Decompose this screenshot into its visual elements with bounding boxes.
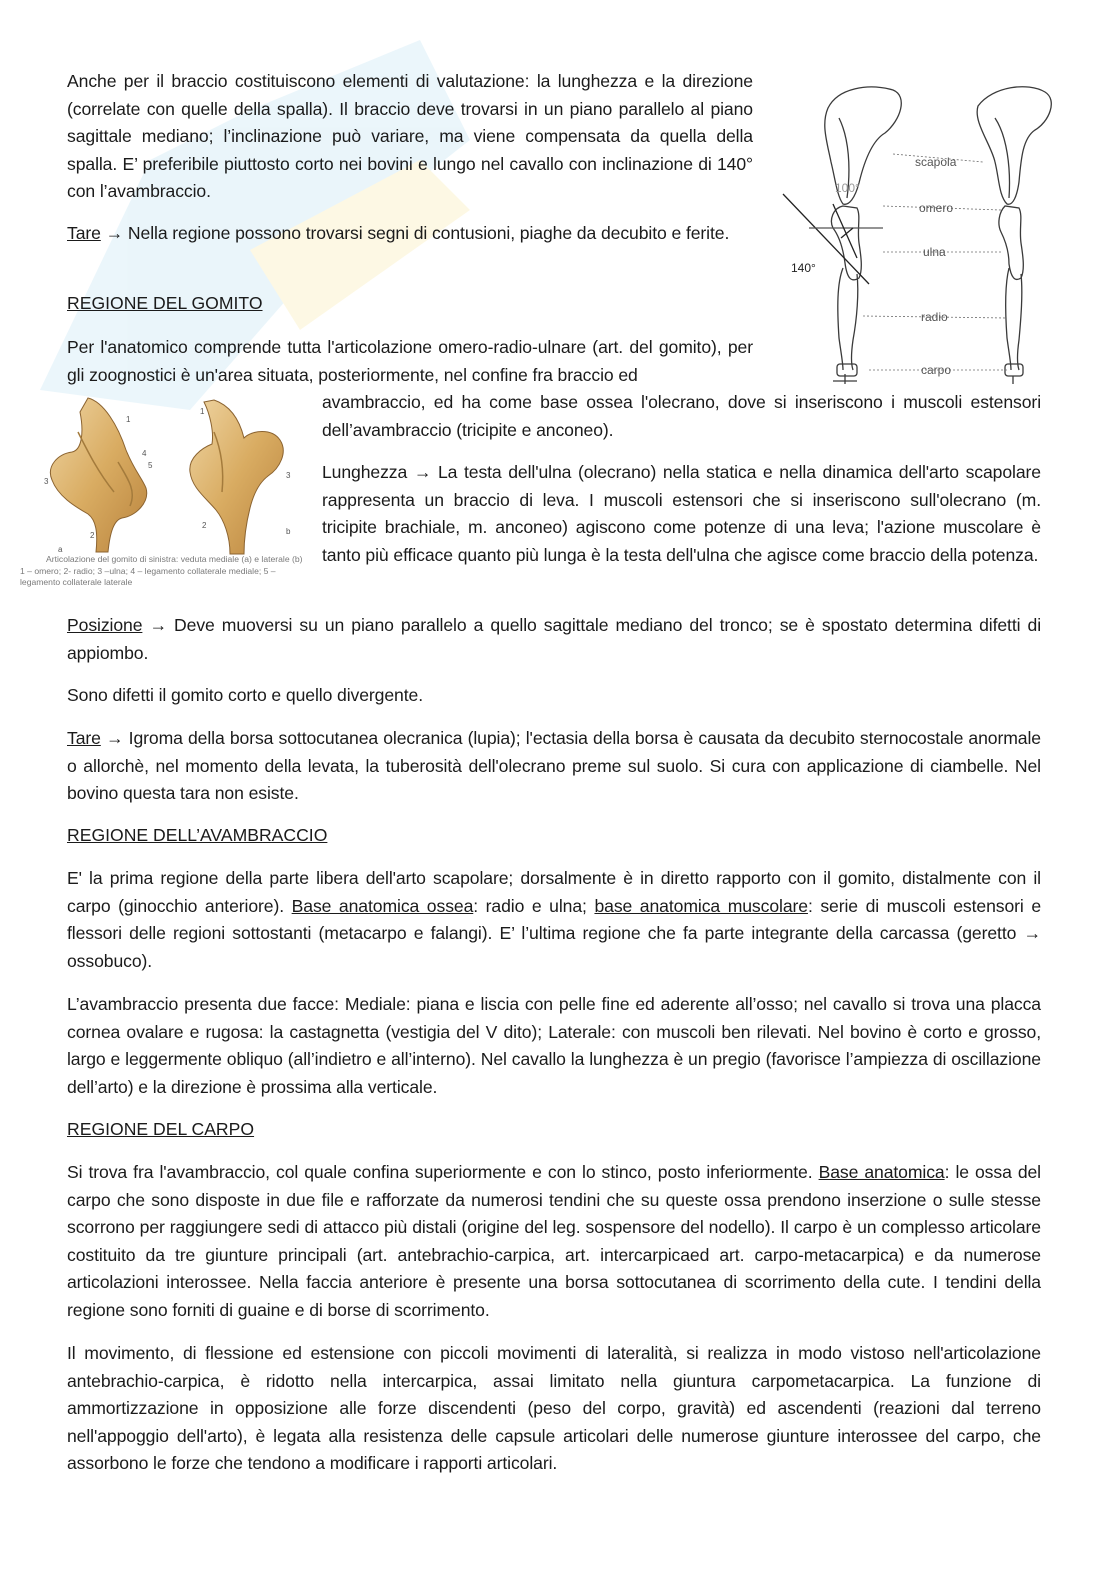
avambraccio-text-c: : serie di muscoli estensori e flessori delle regioni sottostanti (metacarpo e falangi). E’ l’ultima regione che fa parte integrante della carcassa (geretto → ossobuco). (67, 895, 1042, 971)
elbow-caption-title: Articolazione del gomito di sinistra: veduta mediale (a) e laterale (b) (46, 554, 303, 564)
paragraph-facce: L’avambraccio presenta due facce: Mediale: piana e liscia con pelle fine ed aderente all’osso; nel cavallo si trova una placca cornea ovalare e rugosa: la castagnetta (vestigia del V dito); Laterale: con muscoli ben rilevati. Nel bovino è corto e grosso, largo e leggermente obliquo (all’indietro e all’interno). Nel cavallo la lunghezza è un pregio (favorisce l’ampiezza di oscillazione dell’arto) e la direzione è prossima alla verticale. (67, 994, 1041, 1097)
base-muscolare-label: base anatomica muscolare (594, 895, 808, 916)
paragraph-carpo (67, 1159, 1041, 1325)
paragraph-movimento: Il movimento, di flessione ed estensione con piccoli movimenti di lateralità, si realizza in modo vistoso nell'articolazione antebrachio-carpica, è ridotto nella intercarpica, assai limitato nella giuntura carpometacarpica. La funzione di ammortizzazione in opposizione alle forze discendenti (peso del corpo, gravità) ed ascendenti (reazioni dal terreno nell'appoggio dell'arto), è legata alla resistenza delle capsule articolari delle numerose giunture interossee del carpo, che assorbono le forze che tendono a modificare i rapporti articolari. (67, 1343, 1041, 1474)
fig-letter-b: b (286, 527, 291, 536)
label-omero: omero (919, 201, 954, 215)
paragraph-avambraccio (67, 865, 1041, 975)
arrow: → (106, 728, 124, 748)
tare-text: Nella regione possono trovarsi segni di contusioni, piaghe da decubito e ferite. (127, 223, 730, 243)
carpo-text-a: Si trova fra l'avambraccio, col quale confina superiormente e con lo stinco, posto inferiormente. (67, 1162, 813, 1182)
paragraph-gomito-b: avambraccio, ed ha come base ossea l'olecrano, dove si inseriscono i muscoli estensori dell’avambraccio (tricipite e anconeo). (322, 392, 1041, 440)
fig-letter-a: a (58, 545, 63, 554)
tare-text: Igroma della borsa sottocutanea olecranica (lupia); l'ectasia della borsa è causata da decubito sternocostale anormale o allorchè, nel momento della levata, la tuberosità dell'olecrano preme sul suolo. Si cura con applicazione di ciambelle. Nel bovino questa tara non esiste. (67, 728, 1041, 804)
fig-num-1a: 1 (126, 415, 131, 424)
carpo-text-b: : le ossa del carpo che sono disposte in due file e rafforzate da numerosi tendini che su queste ossa prendono inserzione o sulle stesse scorrono per raggiungere sedi di attacco più distali (origine del leg. sospensore del nodello). Il carpo è un complesso articolare costituito da tre giunture principali (art. antebrachio-carpica, art. intercarpicaed art. carpo-metacarpica) e da numerose articolazioni interossee. Nella faccia anteriore è presente una borsa sottocutanea di scorrimento della cute. I tendini della regione sono forniti di guaine e di borse di scorrimento. (67, 1162, 1041, 1320)
tare-label: Tare (67, 223, 101, 243)
fig-num-1b: 1 (200, 407, 205, 416)
fig-num-3b: 3 (286, 471, 291, 480)
base-anatomica-label: Base anatomica (818, 1162, 945, 1182)
avambraccio-text-a: E' la prima regione della parte libera dell'arto scapolare; dorsalmente è in diretto rapporto con il gomito, distalmente con il carpo (ginocchio anteriore). (67, 868, 1041, 916)
paragraph-lunghezza (322, 459, 1041, 569)
angle-100: 100° (835, 181, 860, 195)
paragraph-tare-braccio (67, 220, 753, 248)
fig-num-4: 4 (142, 449, 147, 458)
angle-140: 140° (791, 261, 816, 275)
arrow: → (413, 462, 432, 482)
label-radio: radio (921, 310, 948, 324)
posizione-label: Posizione (67, 615, 143, 635)
paragraph-braccio: Anche per il braccio costituiscono elementi di valutazione: la lunghezza e la direzione (correlate con quelle della spalla). Il braccio deve trovarsi in un piano parallelo al piano sagittale mediano; l’inclinazione può variare, ma viene compensata da quella della spalla. E’ preferibile piuttosto corto nei bovini e lungo nel cavallo con inclinazione di 140° con l’avambraccio. (67, 71, 753, 202)
paragraph-posizione (67, 612, 1041, 667)
fig-num-2b: 2 (202, 521, 207, 530)
avambraccio-text-b: : radio e ulna; (473, 895, 587, 916)
tare-label: Tare (67, 728, 101, 748)
base-ossea-label: Base anatomica ossea (291, 895, 474, 916)
arrow: → (149, 615, 167, 635)
label-carpo: carpo (921, 363, 952, 377)
posizione-text: Deve muoversi su un piano parallelo a quello sagittale mediano del tronco; se è spostato determina difetti di appiombo. (67, 615, 1042, 663)
fig-num-5: 5 (148, 461, 153, 470)
lunghezza-label: Lunghezza (322, 462, 408, 482)
label-scapola: scapola (915, 155, 957, 169)
forelimb-skeleton-figure (773, 78, 1073, 388)
paragraph-tare-gomito (67, 725, 1041, 808)
lunghezza-text: La testa dell'ulna (olecrano) nella statica e nella dinamica dell'arto scapolare rappresenta un braccio di leva. I muscoli estensori che si inseriscono sull'olecrano (m. tricipite brachiale, m. anconeo) agiscono come potenze di una leva; l'azione muscolare è tanto più efficace quanto più lunga è la testa dell'ulna che agisce come braccio della potenza. (322, 462, 1041, 565)
fig-num-3a: 3 (44, 477, 49, 486)
heading-carpo: REGIONE DEL CARPO (67, 1119, 255, 1139)
paragraph-difetti: Sono difetti il gomito corto e quello divergente. (67, 685, 423, 705)
label-ulna: ulna (923, 245, 946, 259)
elbow-caption-legend: 1 – omero; 2- radio; 3 –ulna; 4 – legamento collaterale mediale; 5 – legamento collaterale laterale (20, 566, 276, 587)
heading-gomito: REGIONE DEL GOMITO (67, 293, 263, 313)
heading-avambraccio: REGIONE DELL’AVAMBRACCIO (67, 825, 328, 845)
arrow: → (105, 223, 124, 243)
fig-num-2a: 2 (90, 531, 95, 540)
paragraph-gomito-a: Per l'anatomico comprende tutta l'articolazione omero-radio-ulnare (art. del gomito), per gli zoognostici è un'area situata, posteriormente, nel confine fra braccio ed (67, 337, 753, 385)
